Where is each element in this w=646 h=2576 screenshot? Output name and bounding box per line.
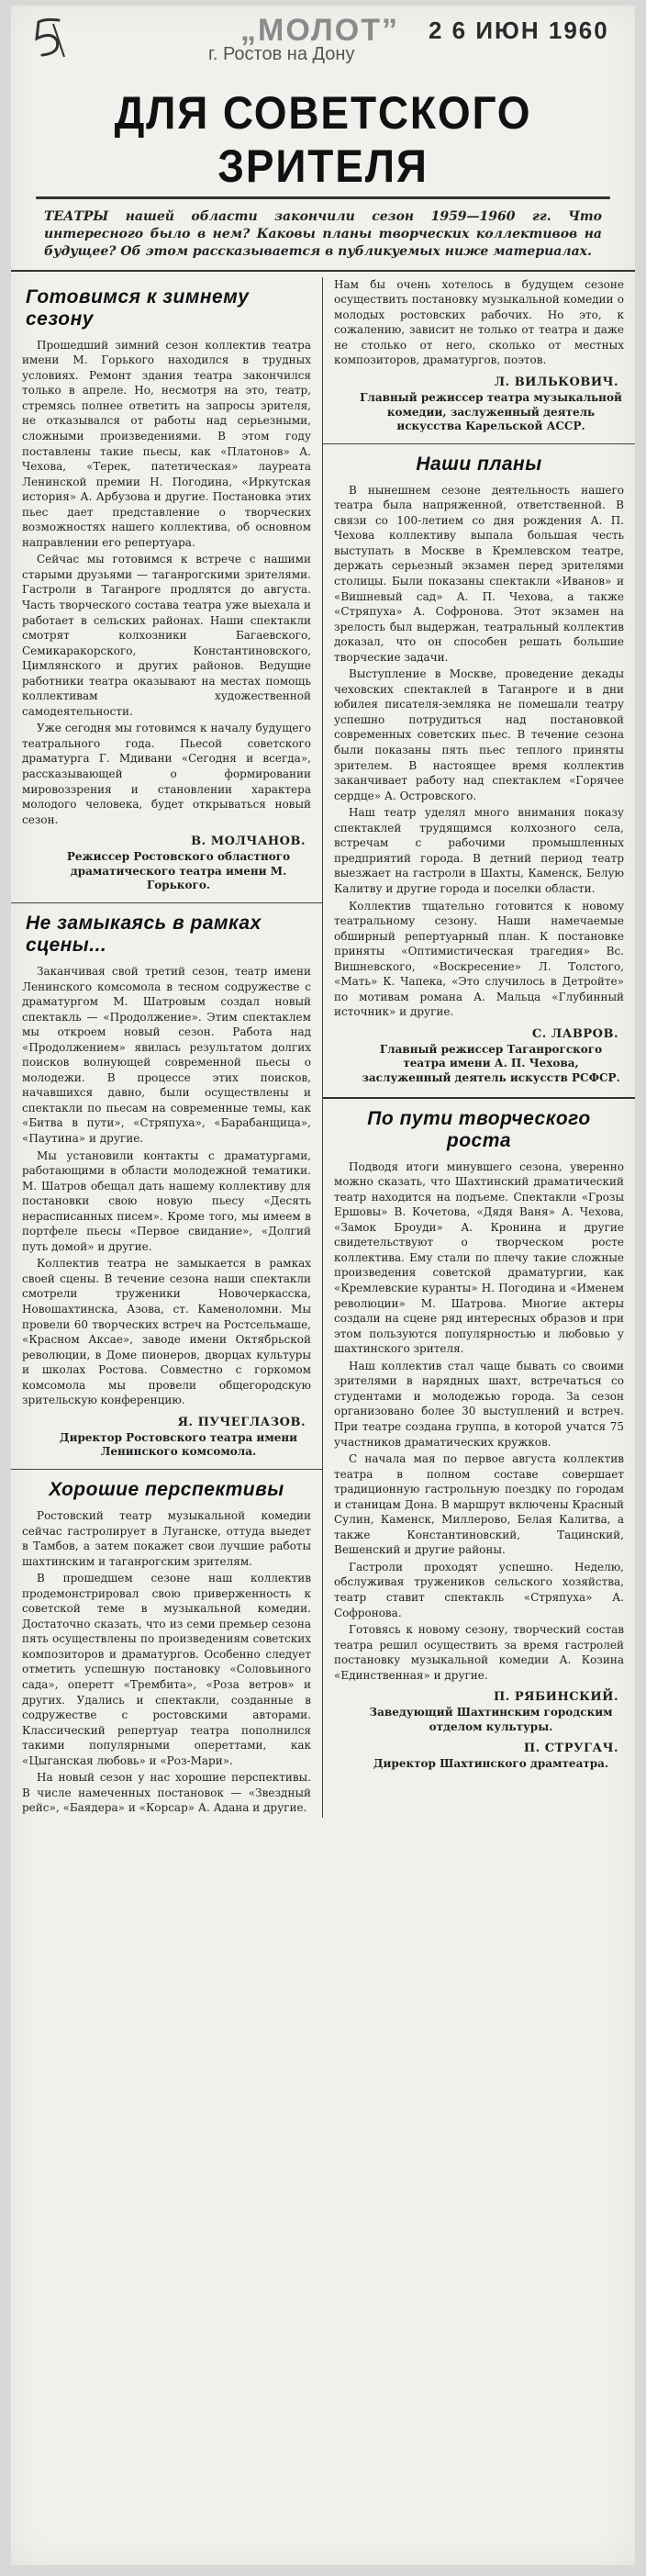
paragraph: Нам бы очень хотелось в будущем сезоне осуществить постановку музыкальной комедии о молодых ростовских рабочих. Но это, к сожалению, зависит не только от театра и даже не столько от него, сколько от местных композиторов, драматургов, поэтов. xyxy=(334,277,624,367)
divider xyxy=(323,1097,635,1099)
paragraph: Готовясь к новому сезону, творческий состав театра решил осуществить за время гастролей постановку музыкальной комедии А. Козина «Единственная» и другие. xyxy=(334,1623,624,1682)
article-search xyxy=(22,913,311,1460)
article-growth xyxy=(334,1108,624,1772)
article-title: Наши планы xyxy=(416,453,542,475)
author-name: П. РЯБИНСКИЙ. xyxy=(493,1690,618,1705)
paragraph: Коллектив театра не замыкается в рамках своей сцены. В течение сезона наши спектакли смотрели труженики Новочеркасска, Новошахтинска, Азова, ст. Каменоломни. Мы провели 60 творческих встреч на Ростсельмаше, «Красном Аксае», заводе имени Октябрьской революции, в Доме пионеров, дворцах культуры и школах Ростова. Совместно с горкомом комсомола мы провели общегородскую зрительскую конференцию. xyxy=(22,1257,311,1407)
paragraph: Ростовский театр музыкальной комедии сейчас гастролирует в Луганске, оттуда выедет в Тамбов, а затем покажет свои лучшие работы шахтинским и таганрогским зрителям. xyxy=(22,1509,311,1568)
article-winter xyxy=(22,286,311,893)
article-title: Хорошие перспективы xyxy=(49,1479,284,1500)
lead-paragraph: ТЕАТРЫ нашей области закончили сезон 1959—1960 гг. Что интересного было в нем? Каковы планы творческих коллективов на будущее? Об этом рассказывается в публикуемых ниже материалах. xyxy=(44,209,602,259)
columns xyxy=(11,277,635,1818)
author-role: Заведующий Шахтинским городским отделом культуры. xyxy=(369,1706,613,1733)
paragraph: Коллектив тщательно готовится к новому театральному сезону. Наши намечаемые обширный репертуарный план. К постановке приняты «Оптимистическая трагедия» Вс. Вишневского, «Воскресение» Л. Толстого, «Мать» К. Чапека, «Это случилось в Детройте» по мотивам романа А. Мальца «Глубинный источник» и другие. xyxy=(334,899,624,1019)
author-role: Директор Ростовского театра имени Ленинского комсомола. xyxy=(59,1430,298,1459)
article-plans xyxy=(334,454,624,1086)
city-line: г. Ростов на Дону xyxy=(208,44,355,64)
article-prospects-continued xyxy=(334,277,624,434)
divider xyxy=(11,1469,322,1470)
author-role: Директор Шахтинского драмтеатра. xyxy=(373,1757,609,1771)
paragraph: Уже сегодня мы готовимся к началу будущего театрального года. Пьесой советского драматурга Г. Мдивани «Сегодня и всегда», рассказывающей о формировании мировоззрения и становлении характера молодого человека, будет открываться новый сезон. xyxy=(22,722,311,826)
paragraph: Мы установили контакты с драматургами, работающими в области молодежной тематики. М. Шатров обещал дать нашему коллективу для постановки свою новую пьесу «Десять нерасписанных писем». Кроме того, мы имеем в портфеле пьесы «Первое свидание», «Долгий путь домой» и другие. xyxy=(22,1148,311,1253)
paragraph: На новый сезон у нас хорошие перспективы. В числе намеченных постановок — «Звездный рейс», «Баядера» и «Корсар» А. Адана и другие. xyxy=(22,1771,311,1815)
paragraph: Сейчас мы готовимся к встрече с нашими старыми друзьями — таганрогскими зрителями. Гастроли в Таганроге продлятся до августа. Часть творческого состава театра уже выехала и работает в сельских районах. Наши спектакли смотрят колхозники Багаевского, Семикаракорского, Константиновского, Цимлянского и других районов. Ведущие работники театра оказывают на местах помощь коллективам художественной самодеятельности. xyxy=(22,553,311,718)
article-title: Готовимся к зимнему сезону xyxy=(26,286,250,330)
left-column xyxy=(11,277,323,1818)
author-name: С. ЛАВРОВ. xyxy=(531,1026,618,1041)
divider xyxy=(11,902,322,903)
article-prospects xyxy=(22,1479,311,1816)
article-title: По пути творческого роста xyxy=(367,1107,591,1151)
paragraph: В прошедшем сезоне наш коллектив продемонстрировал свою приверженность к советской теме в музыкальной комедии. Достаточно сказать, что из семи премьер сезона пять осуществлены по произведениям советских композиторов и драматургов. Особенно следует отметить успешную постановку «Соловьиного сада», оперетт «Трембита», «Роза ветров» и других. Удались и спектакли, созданные в содружестве с ростовскими авторами. Классический репертуар театра пополнился такими популярными опереттами, как «Цыганская любовь» и «Роз-Мари». xyxy=(22,1572,311,1767)
newspaper-clipping xyxy=(11,6,635,2565)
paragraph: С начала мая по первое августа коллектив театра в полном составе совершает традиционную гастрольную поездку по городам и станицам Дона. В маршрут включены Красный Сулин, Каменск, Миллерово, Белая Калитва, а также Константиновский, Тацинский, Вешенский и другие районы. xyxy=(334,1452,624,1557)
author-role: Главный режиссер театра музыкальной комедии, заслуженный деятель искусства Карельской АССР. xyxy=(360,390,622,433)
paragraph: Наш театр уделял много внимания показу спектаклей трудящимся колхозного села, встречам с рабочими промышленных предприятий города. В детний период театр выезжает на гастроли в Шахты, Каменск, Белую Калитву и другие города и поселки области. xyxy=(334,806,624,895)
date-stamp: 2 6 ИЮН 1960 xyxy=(429,17,609,44)
paragraph: Выступление в Москве, проведение декады чеховских спектаклей в Таганроге и в дни юбилея писателя-земляка не помешали театру успешно потрудиться над постановкой современных советских пьес. В течение сезона были показаны пять пьес теплого приняты зрителем. В настоящее время коллектив заканчивает работу над спектаклем «Горячее сердце» А. Островского. xyxy=(334,667,624,802)
paragraph: Гастроли проходят успешно. Неделю, обслуживая тружеников сельского хозяйства, театр ставит спектакль «Стряпуха» А. Софронова. xyxy=(334,1560,624,1619)
author-role: Режиссер Ростовского областного драматического театра имени М. Горького. xyxy=(66,850,291,892)
newspaper-name: „МОЛОТ” xyxy=(240,13,399,48)
page-headline: ДЛЯ СОВЕТСКОГО ЗРИТЕЛЯ xyxy=(36,86,610,199)
paragraph: В нынешнем сезоне деятельность нашего театра была напряженной, ответственной. В связи со 100-летием со дня рождения А. П. Чехова коллективу выпала большая честь выступать в Москве в Кремлевском театре, держать серьезный экзамен перед зрителями столицы. Были показаны спектакли «Иванов» и «Вишневый сад» А. П. Чехова, а также «Стряпуха» А. Софронова. Этот экзамен на зрелость был выдержан, театральный коллектив доказал, что он способен решать большие творческие задачи. xyxy=(334,483,624,664)
divider xyxy=(11,270,635,272)
masthead xyxy=(11,6,635,70)
paragraph: Наш коллектив стал чаще бывать со своими зрителями в нарядных шахт, встречаться со студентами и молодежью города. За сезон организовано более 30 выступлений и встреч. При театре создана группа, в которой учатся 75 участников драматических кружков. xyxy=(334,1359,624,1449)
article-title: Не замыкаясь в рамках сцены... xyxy=(26,912,262,956)
author-name: Я. ПУЧЕГЛАЗОВ. xyxy=(177,1415,306,1429)
author-name: П. СТРУГАЧ. xyxy=(523,1742,618,1756)
right-column xyxy=(323,277,635,1818)
paragraph: Подводя итоги минувшего сезона, уверенно можно сказать, что Шахтинский драматический театр находится на подъеме. Спектакли «Грозы Ершовы» В. Кочетова, «Дядя Ваня» А. Чехова, «Замок Броуди» А. Кронина и другие свидетельствуют о творческом росте коллектива. Ему стали по плечу такие сложные произведения советской драматургии, как «Кремлевские куранты» Н. Погодина и «Именем революции» М. Шатрова. Многие актеры создали на сцене ряд интересных образов и при этом пользуются популярностью и любовью у шахтинского зрителя. xyxy=(334,1159,624,1356)
paragraph: Заканчивая свой третий сезон, театр имени Ленинского комсомола в тесном содружестве с драматургом М. Шатровым создал новый спектакль — «Продолжение». Этим спектаклем мы откроем новый сезон. Работа над «Продолжением» явилась результатом долгих поисков волнующей современной пьесы о молодежи. В процессе этих поисков, начавшихся давно, были осуществлены и спектакли по пьесам на современные темы, как «Битва в пути», «Стряпуха», «Барабанщица», «Паутина» и другие. xyxy=(22,964,311,1145)
handwritten-mark-icon xyxy=(22,11,77,66)
author-name: В. МОЛЧАНОВ. xyxy=(191,834,306,849)
author-role: Главный режиссер Таганрогского театра имени А. П. Чехова, заслуженный деятель искусств РСФСР. xyxy=(362,1042,620,1085)
paragraph: Прошедший зимний сезон коллектив театра имени М. Горького находился в трудных условиях. Ремонт здания театра закончился только в апреле. Но, несмотря на это, театр, стремясь полнее ответить на запросы зрителя, не отказывался от работы над серьезными, сложными произведениями. В этом году поставлены такие пьесы, как «Платонов» А. Чехова, «Терек, патетическая» лауреата Ленинской премии Н. Погодина, «Иркутская история» А. Арбузова и другие. Постановка этих пьес дает представление о творческих возможностях нашего коллектива, об основном направлении его репертуара. xyxy=(22,338,311,549)
divider xyxy=(323,443,635,444)
author-name: Л. ВИЛЬКОВИЧ. xyxy=(494,375,618,389)
